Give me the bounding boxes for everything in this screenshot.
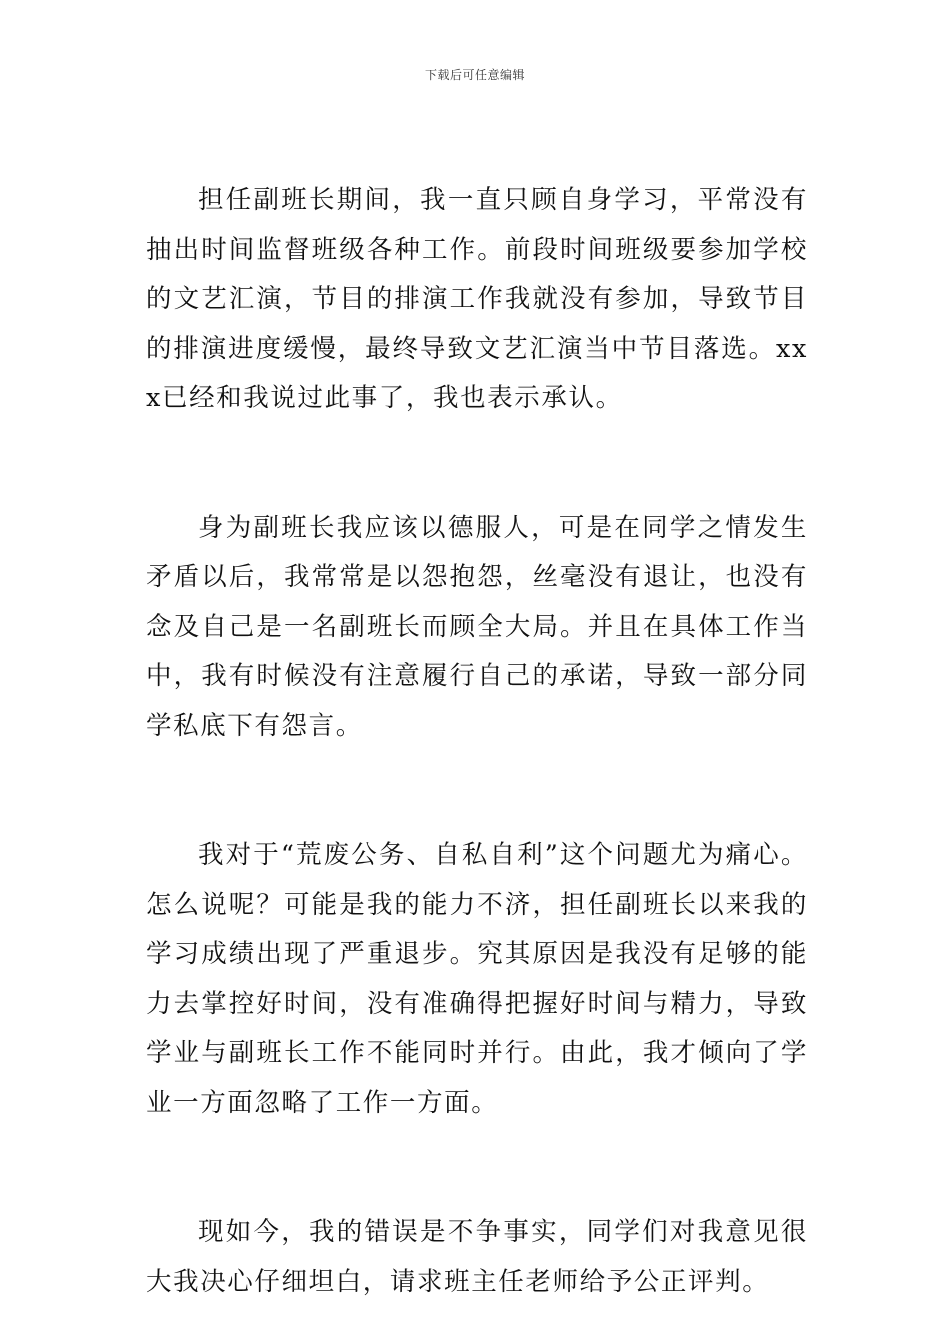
paragraph-4: 现如今，我的错误是不争事实，同学们对我意见很大我决心仔细坦白，请求班主任老师给予公正评判。: [146, 1217, 808, 1297]
paragraph-1: 担任副班长期间，我一直只顾自身学习，平常没有抽出时间监督班级各种工作。前段时间班级要参加学校的文艺汇演，节目的排演工作我就没有参加，导致节目的排演进度缓慢，最终导致文艺汇演当中节目落选。xxx已经和我说过此事了，我也表示承认。: [146, 185, 808, 413]
paragraph-3: 我对于“荒废公务、自私自利”这个问题尤为痛心。怎么说呢？可能是我的能力不济，担任副班长以来我的学习成绩出现了严重退步。究其原因是我没有足够的能力去掌控好时间，没有准确得把握好时间与精力，导致学业与副班长工作不能同时并行。由此，我才倾向了学业一方面忽略了工作一方面。: [146, 840, 808, 1118]
paragraph-2: 身为副班长我应该以德服人，可是在同学之情发生矛盾以后，我常常是以怨抱怨，丝毫没有退让，也没有念及自己是一名副班长而顾全大局。并且在具体工作当中，我有时候没有注意履行自己的承诺，导致一部分同学私底下有怨言。: [146, 512, 808, 741]
document-body: [146, 176, 808, 1307]
page-header-note: 下载后可任意编辑: [424, 68, 525, 82]
